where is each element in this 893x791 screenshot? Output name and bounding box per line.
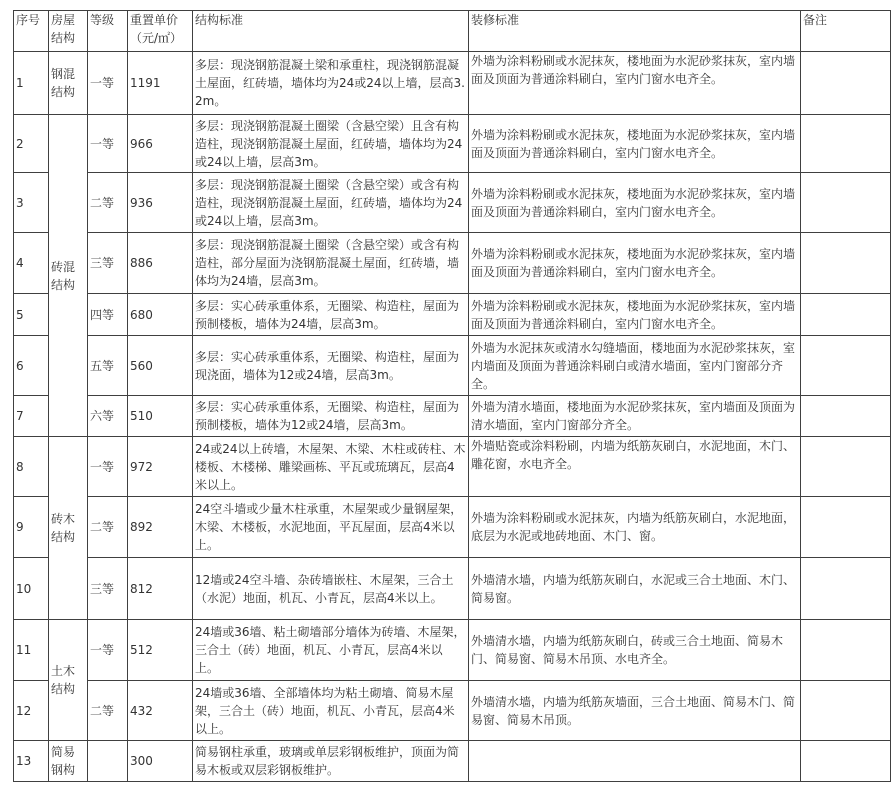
row-grade bbox=[88, 741, 128, 782]
row-price: 510 bbox=[128, 396, 193, 437]
row-price: 936 bbox=[128, 173, 193, 233]
row-no: 5 bbox=[14, 294, 49, 336]
row-price: 1191 bbox=[128, 52, 193, 115]
row-remark bbox=[801, 115, 891, 173]
row-grade: 三等 bbox=[88, 233, 128, 294]
row-no: 3 bbox=[14, 173, 49, 233]
header-type: 房屋结构 bbox=[49, 11, 88, 52]
header-grade: 等级 bbox=[88, 11, 128, 52]
row-decoration bbox=[469, 741, 801, 782]
row-decoration: 外墙贴瓷或涂料粉刷，内墙为纸筋灰刷白，水泥地面，木门、雕花窗，水电齐全。 bbox=[469, 437, 801, 497]
row-price: 680 bbox=[128, 294, 193, 336]
row-remark bbox=[801, 233, 891, 294]
row-remark bbox=[801, 437, 891, 497]
row-grade: 二等 bbox=[88, 497, 128, 558]
table-row bbox=[14, 681, 891, 741]
header-decoration: 装修标准 bbox=[469, 11, 801, 52]
row-type: 砖木结构 bbox=[49, 437, 88, 620]
row-structure: 24墙或36墙、粘土砌墙部分墙体为砖墙、木屋架，三合土（砖）地面，机瓦、小青瓦，层高4米以上。 bbox=[193, 620, 469, 681]
row-structure: 多层：实心砖承重体系，无圈梁、构造柱，屋面为现浇面，墙体为12或24墙，层高3m。 bbox=[193, 336, 469, 396]
row-no: 12 bbox=[14, 681, 49, 741]
header-structure: 结构标准 bbox=[193, 11, 469, 52]
table-row bbox=[14, 497, 891, 558]
row-grade: 一等 bbox=[88, 620, 128, 681]
row-no: 1 bbox=[14, 52, 49, 115]
row-decoration: 外墙为涂料粉刷或水泥抹灰，内墙为纸筋灰刷白，水泥地面，底层为水泥或地砖地面、木门、窗。 bbox=[469, 497, 801, 558]
row-decoration: 外墙为涂料粉刷或水泥抹灰，楼地面为水泥砂浆抹灰，室内墙面及顶面为普通涂料刷白，室内门窗水电齐全。 bbox=[469, 115, 801, 173]
table-row bbox=[14, 336, 891, 396]
row-structure: 多层：现浇钢筋混凝土圈梁（含悬空梁）或含有构造柱，现浇钢筋混凝土屋面，红砖墙，墙体均为24或24以上墙，层高3m。 bbox=[193, 173, 469, 233]
row-no: 6 bbox=[14, 336, 49, 396]
row-remark bbox=[801, 620, 891, 681]
row-remark bbox=[801, 173, 891, 233]
row-price: 300 bbox=[128, 741, 193, 782]
table-row bbox=[14, 396, 891, 437]
table-row bbox=[14, 741, 891, 782]
row-decoration: 外墙清水墙，内墙为纸筋灰刷白，砖或三合土地面、简易木门、简易窗、简易木吊顶、水电齐全。 bbox=[469, 620, 801, 681]
row-no: 7 bbox=[14, 396, 49, 437]
row-type: 砖混结构 bbox=[49, 115, 88, 437]
row-grade: 六等 bbox=[88, 396, 128, 437]
row-structure: 24空斗墙或少量木柱承重，木屋架或少量钢屋架，木梁、木楼板，水泥地面，平瓦屋面，层高4米以上。 bbox=[193, 497, 469, 558]
row-type: 简易钢构 bbox=[49, 741, 88, 782]
row-price: 560 bbox=[128, 336, 193, 396]
header-price: 重置单价（元/㎡） bbox=[128, 11, 193, 52]
row-price: 966 bbox=[128, 115, 193, 173]
row-structure: 多层：实心砖承重体系，无圈梁、构造柱，屋面为预制楼板，墙体为24墙，层高3m。 bbox=[193, 294, 469, 336]
row-price: 886 bbox=[128, 233, 193, 294]
table-row bbox=[14, 620, 891, 681]
row-decoration: 外墙清水墙，内墙为纸筋灰刷白，水泥或三合土地面、木门、简易窗。 bbox=[469, 558, 801, 620]
row-decoration: 外墙为清水墙面，楼地面为水泥砂浆抹灰，室内墙面及顶面为清水墙面，室内门窗部分齐全。 bbox=[469, 396, 801, 437]
row-type: 钢混结构 bbox=[49, 52, 88, 115]
table-row bbox=[14, 294, 891, 336]
row-price: 972 bbox=[128, 437, 193, 497]
row-grade: 一等 bbox=[88, 52, 128, 115]
table-row bbox=[14, 233, 891, 294]
table-row bbox=[14, 52, 891, 115]
row-remark bbox=[801, 52, 891, 115]
row-no: 10 bbox=[14, 558, 49, 620]
row-decoration: 外墙为涂料粉刷或水泥抹灰，楼地面为水泥砂浆抹灰，室内墙面及顶面为普通涂料刷白，室内门窗水电齐全。 bbox=[469, 173, 801, 233]
header-no: 序号 bbox=[14, 11, 49, 52]
row-structure: 多层：实心砖承重体系，无圈梁、构造柱，屋面为预制楼板，墙体为12或24墙，层高3m。 bbox=[193, 396, 469, 437]
row-grade: 三等 bbox=[88, 558, 128, 620]
row-structure: 12墙或24空斗墙、杂砖墙嵌柱、木屋架，三合土（水泥）地面，机瓦、小青瓦，层高4米以上。 bbox=[193, 558, 469, 620]
row-remark bbox=[801, 741, 891, 782]
row-structure: 多层：现浇钢筋混凝土圈梁（含悬空梁）且含有构造柱，现浇钢筋混凝土屋面，红砖墙，墙体均为24或24以上墙，层高3m。 bbox=[193, 115, 469, 173]
row-type: 土木结构 bbox=[49, 620, 88, 741]
row-structure: 24墙或36墙、全部墙体均为粘土砌墙、简易木屋架，三合土（砖）地面，机瓦、小青瓦，层高4米以上。 bbox=[193, 681, 469, 741]
row-grade: 一等 bbox=[88, 437, 128, 497]
row-grade: 二等 bbox=[88, 173, 128, 233]
row-decoration: 外墙为涂料粉刷或水泥抹灰，楼地面为水泥砂浆抹灰，室内墙面及顶面为普通涂料刷白，室内门窗水电齐全。 bbox=[469, 294, 801, 336]
row-no: 11 bbox=[14, 620, 49, 681]
row-price: 512 bbox=[128, 620, 193, 681]
row-no: 13 bbox=[14, 741, 49, 782]
table-row bbox=[14, 437, 891, 497]
row-remark bbox=[801, 681, 891, 741]
row-decoration: 外墙清水墙，内墙为纸筋灰墙面，三合土地面、简易木门、简易窗、简易木吊顶。 bbox=[469, 681, 801, 741]
row-decoration: 外墙为涂料粉刷或水泥抹灰，楼地面为水泥砂浆抹灰，室内墙面及顶面为普通涂料刷白，室内门窗水电齐全。 bbox=[469, 233, 801, 294]
header-remark: 备注 bbox=[801, 11, 891, 52]
row-grade: 五等 bbox=[88, 336, 128, 396]
row-no: 2 bbox=[14, 115, 49, 173]
row-structure: 简易钢柱承重，玻璃或单层彩钢板维护，顶面为简易木板或双层彩钢板维护。 bbox=[193, 741, 469, 782]
row-grade: 一等 bbox=[88, 115, 128, 173]
header-row bbox=[14, 11, 891, 52]
table-row bbox=[14, 173, 891, 233]
row-remark bbox=[801, 558, 891, 620]
row-grade: 四等 bbox=[88, 294, 128, 336]
row-no: 8 bbox=[14, 437, 49, 497]
row-price: 432 bbox=[128, 681, 193, 741]
row-remark bbox=[801, 294, 891, 336]
price-standard-table bbox=[13, 10, 891, 782]
row-no: 9 bbox=[14, 497, 49, 558]
row-structure: 24或24以上砖墙，木屋架、木梁、木柱或砖柱、木楼板、木楼梯、雕梁画栋、平瓦或琉璃瓦，层高4米以上。 bbox=[193, 437, 469, 497]
row-remark bbox=[801, 336, 891, 396]
row-structure: 多层：现浇钢筋混凝土梁和承重柱，现浇钢筋混凝土屋面，红砖墙，墙体均为24或24以上墙，层高3.2m。 bbox=[193, 52, 469, 115]
row-price: 812 bbox=[128, 558, 193, 620]
row-remark bbox=[801, 396, 891, 437]
row-decoration: 外墙为水泥抹灰或清水勾缝墙面，楼地面为水泥砂浆抹灰，室内墙面及顶面为普通涂料刷白或清水墙面，室内门窗部分齐全。 bbox=[469, 336, 801, 396]
row-remark bbox=[801, 497, 891, 558]
table-row bbox=[14, 115, 891, 173]
row-grade: 二等 bbox=[88, 681, 128, 741]
row-decoration: 外墙为涂料粉刷或水泥抹灰，楼地面为水泥砂浆抹灰，室内墙面及顶面为普通涂料刷白，室内门窗水电齐全。 bbox=[469, 52, 801, 115]
table-row bbox=[14, 558, 891, 620]
row-structure: 多层：现浇钢筋混凝土圈梁（含悬空梁）或含有构造柱，部分屋面为浇钢筋混凝土屋面，红砖墙，墙体均为24墙，层高3m。 bbox=[193, 233, 469, 294]
row-no: 4 bbox=[14, 233, 49, 294]
row-price: 892 bbox=[128, 497, 193, 558]
